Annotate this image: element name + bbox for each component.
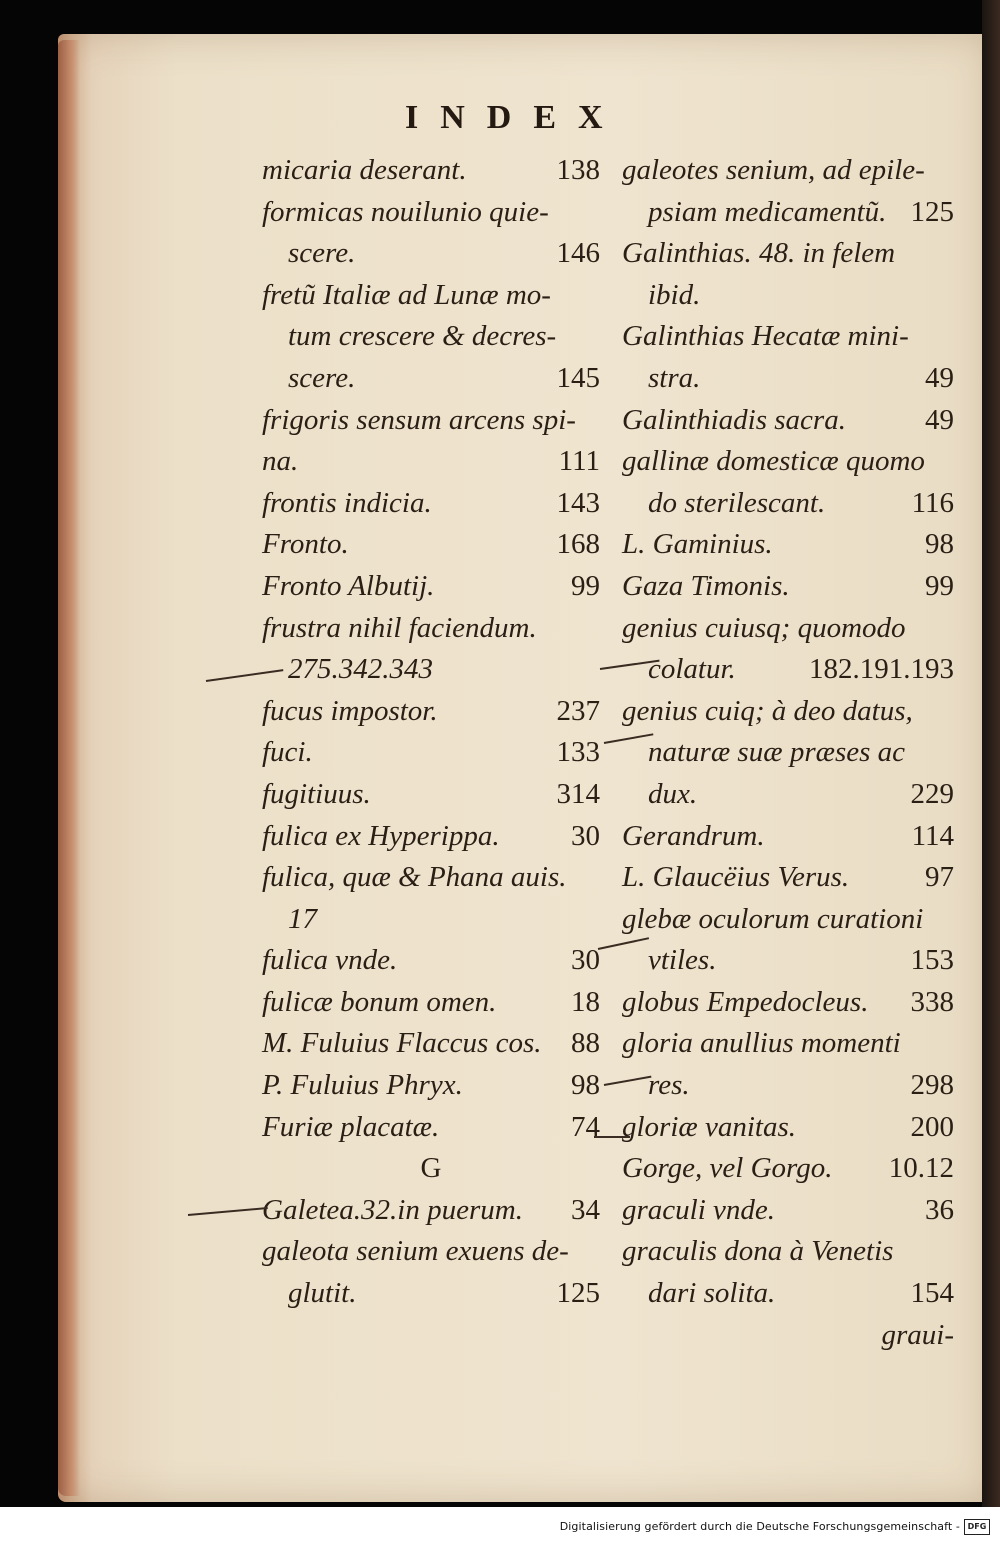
entry-text: Gerandrum. xyxy=(622,819,765,852)
adjacent-page-edge xyxy=(982,0,1000,1510)
page-reference: 111 xyxy=(558,445,600,478)
index-entry xyxy=(262,358,600,400)
entry-text: gloria anullius momenti xyxy=(622,1027,901,1060)
index-entry xyxy=(262,1065,600,1107)
entry-text: 17 xyxy=(288,902,317,935)
index-entry xyxy=(262,691,600,733)
margin-stroke xyxy=(594,1136,630,1138)
entry-text: gloriæ vanitas. xyxy=(622,1110,797,1143)
entry-text: Galetea.32.in puerum. xyxy=(262,1193,523,1226)
page-reference: 99 xyxy=(925,569,954,602)
page-reference: 99 xyxy=(571,569,600,602)
index-entry xyxy=(622,275,954,317)
entry-text: genius cuiusq; quomodo xyxy=(622,611,906,644)
index-entry xyxy=(622,1107,954,1149)
index-entry xyxy=(622,1023,954,1065)
page-reference: 49 xyxy=(925,361,954,394)
entry-text: frigoris sensum arcens spi- xyxy=(262,403,576,436)
index-entry xyxy=(262,150,600,192)
index-entry xyxy=(622,982,954,1024)
index-entry xyxy=(622,649,954,691)
page-reference: 229 xyxy=(910,777,954,810)
index-entry xyxy=(262,275,600,317)
index-entry xyxy=(622,816,954,858)
page-reference: 145 xyxy=(556,361,600,394)
entry-text: fucus impostor. xyxy=(262,694,438,727)
index-entry xyxy=(262,483,600,525)
page-reference: 338 xyxy=(910,985,954,1018)
entry-text: P. Fuluius Phryx. xyxy=(262,1069,463,1102)
page-reference: 18 xyxy=(571,985,600,1018)
entry-text: Fronto Albutij. xyxy=(262,569,435,602)
index-entry xyxy=(622,774,954,816)
section-letter xyxy=(262,1148,600,1190)
footer-band xyxy=(0,1507,1000,1545)
page-header: INDEX xyxy=(405,99,625,136)
entry-text: L. Glaucëius Verus. xyxy=(622,861,850,894)
page-reference: 114 xyxy=(911,819,954,852)
index-entry xyxy=(622,192,954,234)
page-reference: 153 xyxy=(910,944,954,977)
entry-text: tum crescere & decres- xyxy=(288,320,557,353)
index-entry xyxy=(622,691,954,733)
entry-text: scere. xyxy=(288,361,356,394)
index-entry xyxy=(622,316,954,358)
entry-text: fulicæ bonum omen. xyxy=(262,985,497,1018)
entry-text: Fronto. xyxy=(262,528,349,561)
page-reference: 34 xyxy=(571,1193,600,1226)
index-entry xyxy=(622,940,954,982)
index-entry xyxy=(262,1107,600,1149)
entry-text: dari solita. xyxy=(648,1277,776,1310)
page-reference: 125 xyxy=(556,1277,600,1310)
entry-text: Galinthias Hecatæ mini- xyxy=(622,320,909,353)
page-reference: 200 xyxy=(910,1110,954,1143)
index-entry xyxy=(262,400,600,442)
index-entry xyxy=(622,1190,954,1232)
index-entry xyxy=(622,1273,954,1315)
entry-text: dux. xyxy=(648,777,698,810)
page-reference: 98 xyxy=(925,528,954,561)
entry-text: naturæ suæ præses ac xyxy=(648,736,906,769)
page-reference: 30 xyxy=(571,819,600,852)
entry-text: res. xyxy=(648,1069,690,1102)
page-reference: 298 xyxy=(910,1069,954,1102)
index-entry xyxy=(262,1190,600,1232)
index-entry xyxy=(262,982,600,1024)
entry-text: Galinthiadis sacra. xyxy=(622,403,846,436)
entry-text: Furiæ placatæ. xyxy=(262,1110,440,1143)
index-entry xyxy=(262,1273,600,1315)
index-entry xyxy=(262,940,600,982)
index-entry xyxy=(622,1065,954,1107)
index-entry xyxy=(262,192,600,234)
index-entry xyxy=(262,566,600,608)
entry-text: Galinthias. 48. in felem xyxy=(622,237,896,270)
page-reference: 133 xyxy=(556,736,600,769)
entry-text: gallinæ domesticæ quomo xyxy=(622,445,925,478)
entry-text: globus Empedocleus. xyxy=(622,985,869,1018)
entry-text: G xyxy=(420,1152,442,1185)
entry-text: scere. xyxy=(288,237,356,270)
entry-text: 275.342.343 xyxy=(288,653,433,686)
index-entry xyxy=(622,899,954,941)
index-entry xyxy=(262,816,600,858)
entry-text: do sterilescant. xyxy=(648,486,826,519)
entry-text: fretũ Italiæ ad Lunæ mo- xyxy=(262,278,551,311)
index-entry xyxy=(262,233,600,275)
index-entry xyxy=(622,732,954,774)
entry-text: graculi vnde. xyxy=(622,1193,776,1226)
page-reference: 10.12 xyxy=(888,1152,954,1185)
entry-text: M. Fuluius Flaccus cos. xyxy=(262,1027,542,1060)
entry-text: ibid. xyxy=(648,278,701,311)
entry-text: graui- xyxy=(881,1318,954,1351)
entry-text: galeotes senium, ad epile- xyxy=(622,154,925,186)
entry-text: frontis indicia. xyxy=(262,486,432,519)
entry-text: glebæ oculorum curationi xyxy=(622,902,924,935)
index-entry xyxy=(262,899,600,941)
entry-text: colatur. xyxy=(648,653,736,686)
entry-text: Gorge, vel Gorgo. xyxy=(622,1152,833,1185)
entry-text: Gaza Timonis. xyxy=(622,569,790,602)
entry-text: galeota senium exuens de- xyxy=(262,1235,569,1268)
right-index-column xyxy=(622,150,954,1356)
page-reference: 74 xyxy=(571,1110,600,1143)
page-edge xyxy=(58,40,80,1496)
page-reference: 36 xyxy=(925,1193,954,1226)
page-reference: 98 xyxy=(571,1069,600,1102)
index-entry xyxy=(622,150,954,192)
entry-text: fugitiuus. xyxy=(262,777,371,810)
page-reference: 143 xyxy=(556,486,600,519)
index-entry xyxy=(622,1231,954,1273)
index-entry xyxy=(622,566,954,608)
page-reference: 30 xyxy=(571,944,600,977)
entry-text: frustra nihil faciendum. xyxy=(262,611,537,644)
index-entry xyxy=(262,441,600,483)
index-entry xyxy=(622,1148,954,1190)
index-entry xyxy=(622,358,954,400)
page-reference: 314 xyxy=(556,777,600,810)
entry-text: glutit. xyxy=(288,1277,357,1310)
page-reference: 146 xyxy=(556,237,600,270)
page-reference: 125 xyxy=(910,195,954,228)
index-entry xyxy=(262,524,600,566)
index-entry xyxy=(622,400,954,442)
index-entry xyxy=(622,857,954,899)
index-entry xyxy=(622,483,954,525)
page-reference: 182.191.193 xyxy=(809,653,954,686)
left-index-column xyxy=(262,150,600,1315)
index-entry xyxy=(622,524,954,566)
entry-text: vtiles. xyxy=(648,944,717,977)
index-entry xyxy=(262,1023,600,1065)
entry-text: na. xyxy=(262,445,299,478)
dfg-logo: DFG xyxy=(964,1519,990,1535)
index-entry xyxy=(262,732,600,774)
page-reference: 88 xyxy=(571,1027,600,1060)
index-entry xyxy=(262,1231,600,1273)
entry-text: formicas nouilunio quie- xyxy=(262,195,549,228)
entry-text: psiam medicamentũ. xyxy=(648,195,887,228)
index-entry xyxy=(262,774,600,816)
index-entry xyxy=(622,233,954,275)
catchword xyxy=(622,1315,954,1357)
entry-text: genius cuiq; à deo datus, xyxy=(622,694,913,727)
index-entry xyxy=(262,608,600,650)
entry-text: stra. xyxy=(648,361,701,394)
page-reference: 49 xyxy=(925,403,954,436)
index-entry xyxy=(262,857,600,899)
index-entry xyxy=(262,649,600,691)
page-reference: 168 xyxy=(556,528,600,561)
index-entry xyxy=(622,608,954,650)
page-reference: 116 xyxy=(911,486,954,519)
page-reference: 237 xyxy=(556,694,600,727)
entry-text: fuci. xyxy=(262,736,313,769)
index-entry xyxy=(262,316,600,358)
page-reference: 154 xyxy=(910,1277,954,1310)
index-entry xyxy=(622,441,954,483)
digitization-credit: Digitalisierung gefördert durch die Deutsche Forschungsgemeinschaft - xyxy=(559,1520,960,1533)
entry-text: micaria deserant. xyxy=(262,154,467,186)
entry-text: fulica ex Hyperippa. xyxy=(262,819,500,852)
entry-text: fulica vnde. xyxy=(262,944,398,977)
entry-text: L. Gaminius. xyxy=(622,528,773,561)
entry-text: graculis dona à Venetis xyxy=(622,1235,894,1268)
page-reference: 97 xyxy=(925,861,954,894)
entry-text: fulica, quæ & Phana auis. xyxy=(262,861,567,894)
page-reference: 138 xyxy=(556,154,600,186)
